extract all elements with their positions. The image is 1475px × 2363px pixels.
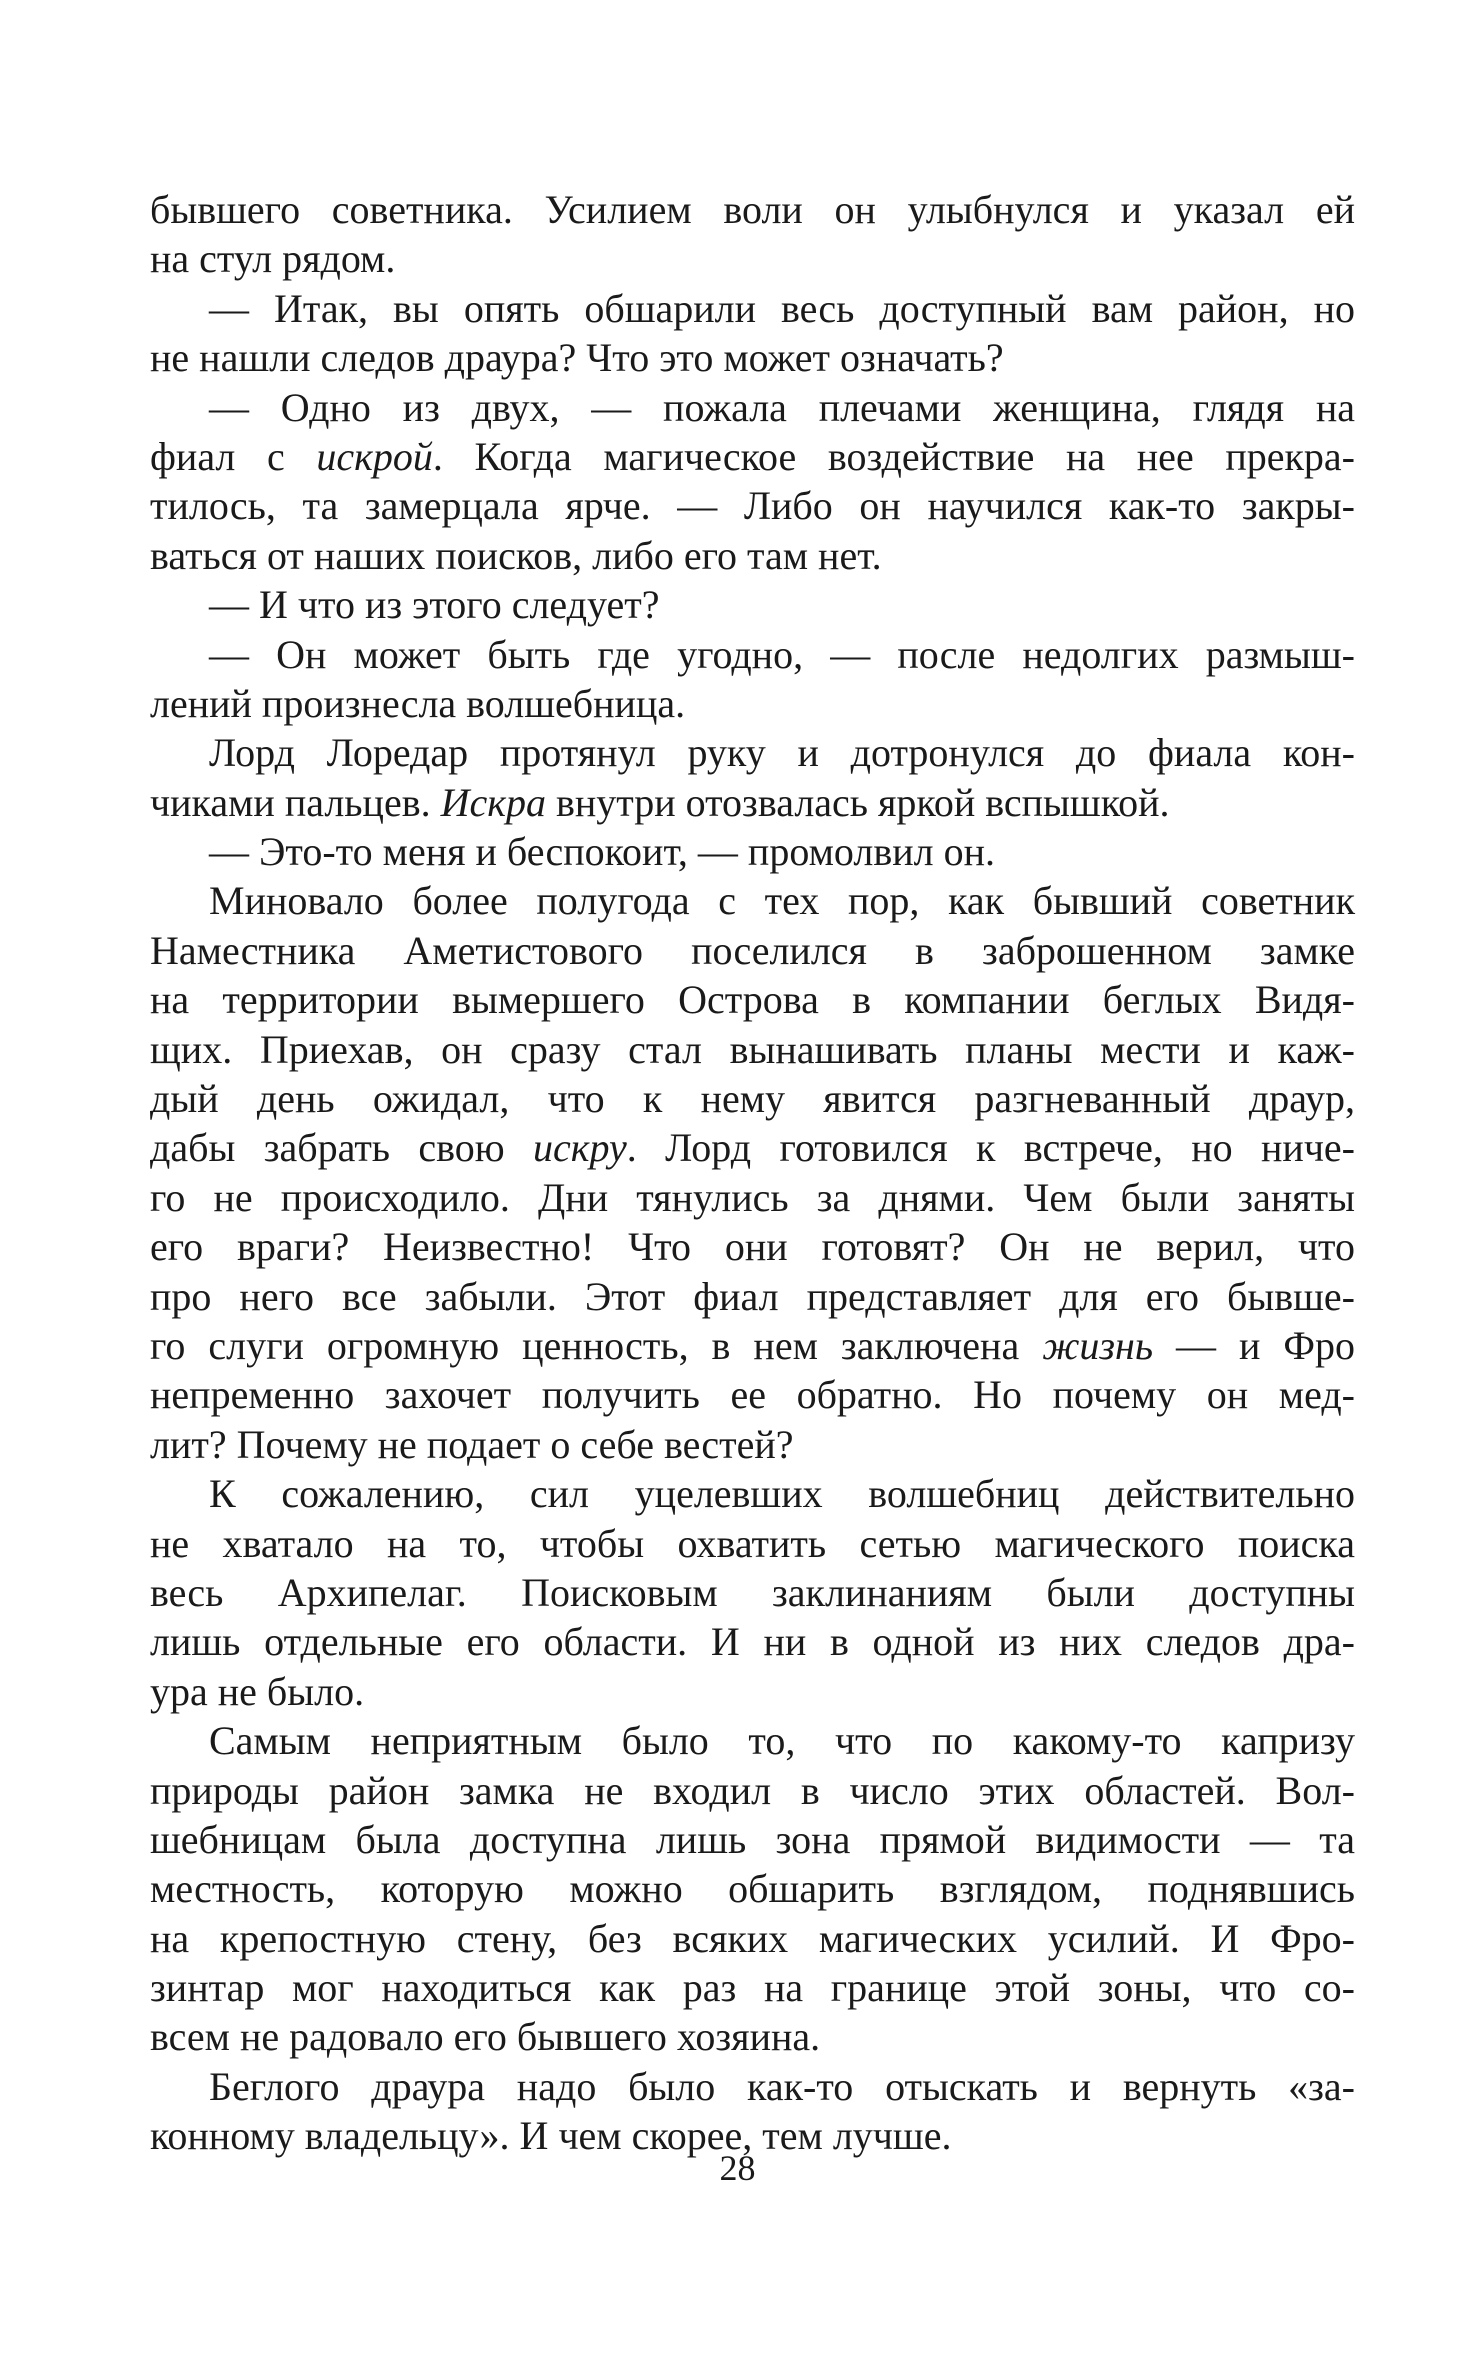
text-line: на стул рядом. bbox=[150, 236, 396, 282]
italic-word: искру bbox=[533, 1125, 627, 1171]
text-line: Лорд Лоредар протянул руку и дотронулся до фиала кон- bbox=[209, 730, 1355, 776]
text-line: ваться от наших поисков, либо его там нет. bbox=[150, 532, 882, 578]
text-line: фиал с искрой. Когда магическое воздействие на нее прекра- bbox=[150, 433, 1355, 479]
text-line: зинтар мог находиться как раз на границе этой зоны, что со- bbox=[150, 1965, 1355, 2011]
text-line: лений произнесла волшебница. bbox=[150, 680, 686, 726]
text-line: местность, которую можно обшарить взглядом, поднявшись bbox=[150, 1866, 1355, 1912]
text-line: — Он может быть где угодно, — после недолгих размыш- bbox=[209, 631, 1355, 677]
text-line: дый день ожидал, что к нему явится разгневанный драур, bbox=[150, 1076, 1355, 1122]
italic-word: Искра bbox=[440, 779, 546, 825]
text-line: лит? Почему не подает о себе вестей? bbox=[150, 1421, 794, 1467]
text-line: непременно захочет получить ее обратно. Но почему он мед- bbox=[150, 1372, 1355, 1418]
text-line: его враги? Неизвестно! Что они готовят? Он не верил, что bbox=[150, 1224, 1355, 1270]
text-line: дабы забрать свою искру. Лорд готовился к встрече, но ниче- bbox=[150, 1125, 1356, 1171]
text-line: лишь отдельные его области. И ни в одной из них следов дра- bbox=[150, 1619, 1355, 1665]
text-line: на крепостную стену, без всяких магических усилий. И Фро- bbox=[150, 1915, 1355, 1961]
text-line: весь Архипелаг. Поисковым заклинаниям были доступны bbox=[150, 1569, 1355, 1615]
page-number: 28 bbox=[719, 2148, 756, 2188]
text-line: К сожалению, сил уцелевших волшебниц действительно bbox=[209, 1471, 1355, 1517]
italic-word: жизнь bbox=[1042, 1322, 1154, 1368]
text-line: на территории вымершего Острова в компании беглых Видя- bbox=[150, 977, 1355, 1023]
text-line: — Это-то меня и беспокоит, — промолвил он. bbox=[209, 829, 995, 875]
text-line: Наместника Аметистового поселился в заброшенном замке bbox=[150, 927, 1355, 973]
italic-word: искрой bbox=[316, 433, 433, 479]
text-line: щих. Приехав, он сразу стал вынашивать планы мести и каж- bbox=[150, 1026, 1355, 1072]
text-line: ура не было. bbox=[150, 1668, 365, 1714]
text-line: чиками пальцев. Искра внутри отозвалась яркой вспышкой. bbox=[150, 779, 1170, 825]
text-line: Беглого драура надо было как-то отыскать и вернуть «за- bbox=[209, 2063, 1355, 2109]
text-line: Миновало более полугода с тех пор, как бывший советник bbox=[209, 878, 1355, 924]
text-line: — Итак, вы опять обшарили весь доступный вам район, но bbox=[209, 285, 1355, 331]
text-line: — И что из этого следует? bbox=[209, 582, 660, 628]
text-line: природы район замка не входил в число этих областей. Вол- bbox=[150, 1767, 1355, 1813]
text-line: тилось, та замерцала ярче. — Либо он научился как-то закры- bbox=[150, 483, 1355, 529]
text-line: конному владельцу». И чем скорее, тем лучше. bbox=[150, 2113, 952, 2159]
text-line: го слуги огромную ценность, в нем заключена жизнь — и Фро bbox=[150, 1322, 1355, 1368]
text-line: го не происходило. Дни тянулись за днями. Чем были заняты bbox=[150, 1174, 1355, 1220]
text-line: бывшего советника. Усилием воли он улыбнулся и указал ей bbox=[150, 187, 1355, 232]
text-line: всем не радовало его бывшего хозяина. bbox=[150, 2014, 821, 2060]
text-line: не хватало на то, чтобы охватить сетью магического поиска bbox=[150, 1520, 1355, 1566]
text-line: шебницам была доступна лишь зона прямой видимости — та bbox=[150, 1816, 1355, 1862]
text-line: — Одно из двух, — пожала плечами женщина, глядя на bbox=[209, 384, 1355, 430]
text-line: не нашли следов драура? Что это может означать? bbox=[150, 335, 1004, 381]
page-text bbox=[150, 185, 1355, 2161]
text-line: про него все забыли. Этот фиал представляет для его бывше- bbox=[150, 1273, 1355, 1319]
text-line: Самым неприятным было то, что по какому-то капризу bbox=[209, 1718, 1355, 1764]
